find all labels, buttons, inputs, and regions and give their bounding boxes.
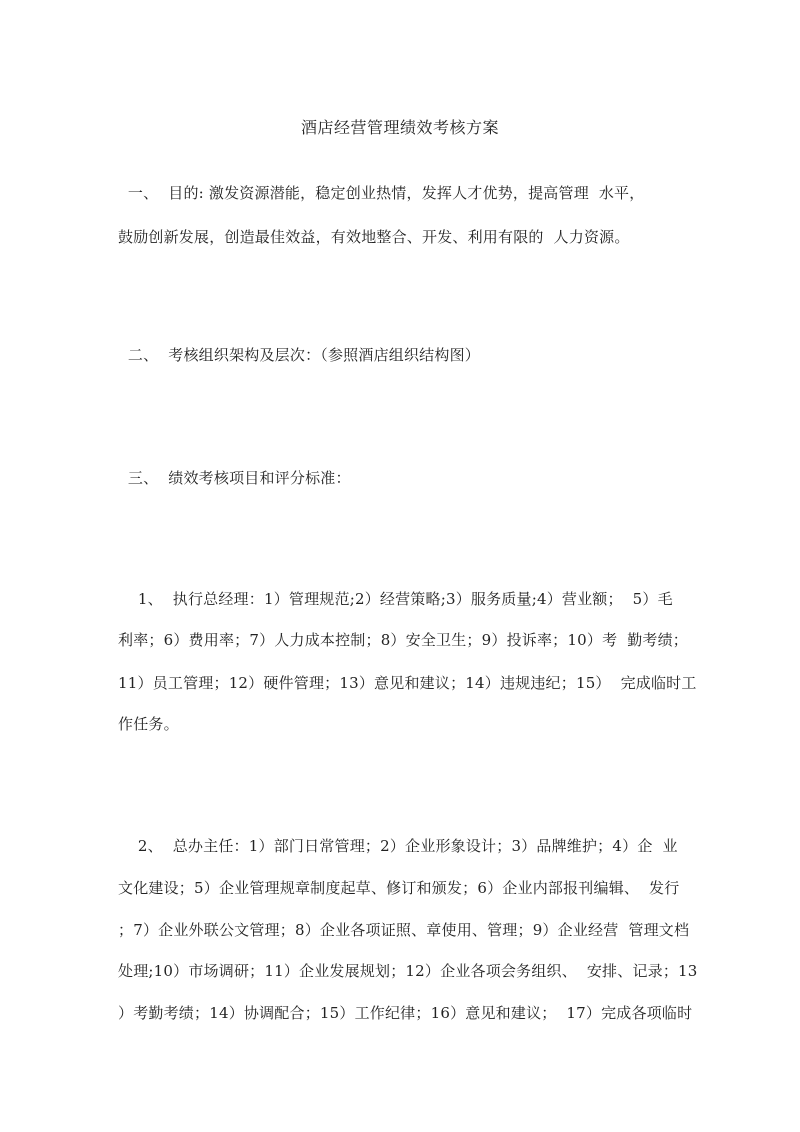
section-1-line-1: 一、 目的: 激发资源潜能，稳定创业热情，发挥人才优势，提高管理 水平， xyxy=(118,184,645,202)
item-2-line-3: ；7）企业外联公文管理；8）企业各项证照、章使用、管理；9）企业经营 管理文档 xyxy=(118,921,690,939)
item-2-line-4: 处理;10）市场调研；11）企业发展规划；12）企业各项会务组织、 安排、记录；13 xyxy=(118,962,698,980)
item-1-line-2: 利率；6）费用率；7）人力成本控制；8）安全卫生；9）投诉率；10）考 勤考绩； xyxy=(118,631,689,649)
item-1-line-3: 11）员工管理；12）硬件管理；13）意见和建议；14）违规违纪；15） 完成临时工 xyxy=(118,674,697,692)
document-title: 酒店经营管理绩效考核方案 xyxy=(300,118,499,137)
item-1-line-1: 1、 执行总经理：1）管理规范;2）经营策略;3）服务质量;4）营业额； 5）毛 xyxy=(118,590,673,608)
item-2-line-1: 2、 总办主任：1）部门日常管理；2）企业形象设计；3）品牌维护；4）企 业 xyxy=(118,837,678,855)
item-2-line-2: 文化建设；5）企业管理规章制度起草、修订和颁发；6）企业内部报刊编辑、 发行 xyxy=(118,879,680,897)
section-1-line-2: 鼓励创新发展，创造最佳效益，有效地整合、开发、利用有限的 人力资源。 xyxy=(118,228,630,246)
item-1-line-4: 作任务。 xyxy=(118,715,179,733)
section-3-heading: 三、 绩效考核项目和评分标准： xyxy=(118,469,351,487)
item-2-line-5: ）考勤考绩；14）协调配合；15）工作纪律；16）意见和建议； 17）完成各项临时 xyxy=(118,1004,693,1022)
section-2-heading: 二、 考核组织架构及层次：（参照酒店组织结构图） xyxy=(118,346,480,364)
